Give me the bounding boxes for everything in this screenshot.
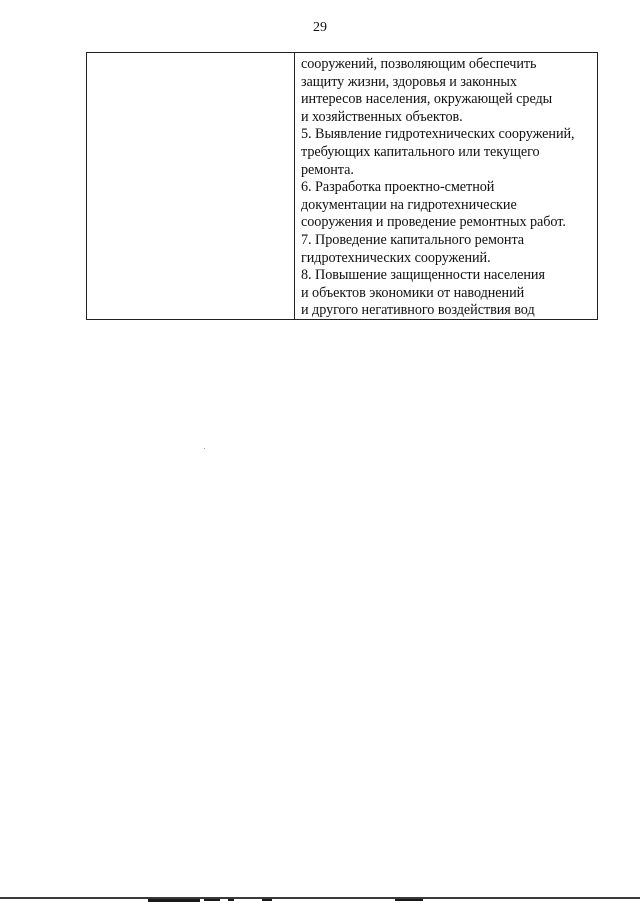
text-line: документации на гидротехнические xyxy=(301,196,517,213)
text-line: защиту жизни, здоровья и законных xyxy=(301,73,517,90)
scan-artifact xyxy=(395,899,423,901)
document-table xyxy=(86,52,598,320)
scan-artifact xyxy=(204,899,220,901)
text-line: и хозяйственных объектов. xyxy=(301,108,463,125)
text-line: и объектов экономики от наводнений xyxy=(301,284,525,301)
text-line: сооружения и проведение ремонтных работ. xyxy=(301,214,566,231)
text-line: 6. Разработка проектно-сметной xyxy=(301,179,495,196)
scan-artifact xyxy=(228,899,234,901)
text-line: интересов населения, окружающей среды xyxy=(301,91,553,108)
text-line: ремонта. xyxy=(301,161,354,178)
text-line: 8. Повышение защищенности населения xyxy=(301,267,545,284)
text-line: 7. Проведение капитального ремонта xyxy=(301,231,525,248)
text-line: 5. Выявление гидротехнических сооружений, xyxy=(301,126,575,143)
text-line: требующих капитального или текущего xyxy=(301,143,540,160)
table-cell-left xyxy=(87,53,295,319)
scan-artifact xyxy=(148,899,200,902)
scan-artifact xyxy=(262,899,272,901)
page-number: 29 xyxy=(313,20,327,35)
scan-speck xyxy=(204,448,205,449)
text-line: и другого негативного воздействия вод xyxy=(301,302,535,319)
text-line: гидротехнических сооружений. xyxy=(301,249,491,266)
bottom-edge-rule xyxy=(0,897,640,899)
table-cell-right xyxy=(295,53,597,319)
text-line: сооружений, позволяющим обеспечить xyxy=(301,56,537,72)
